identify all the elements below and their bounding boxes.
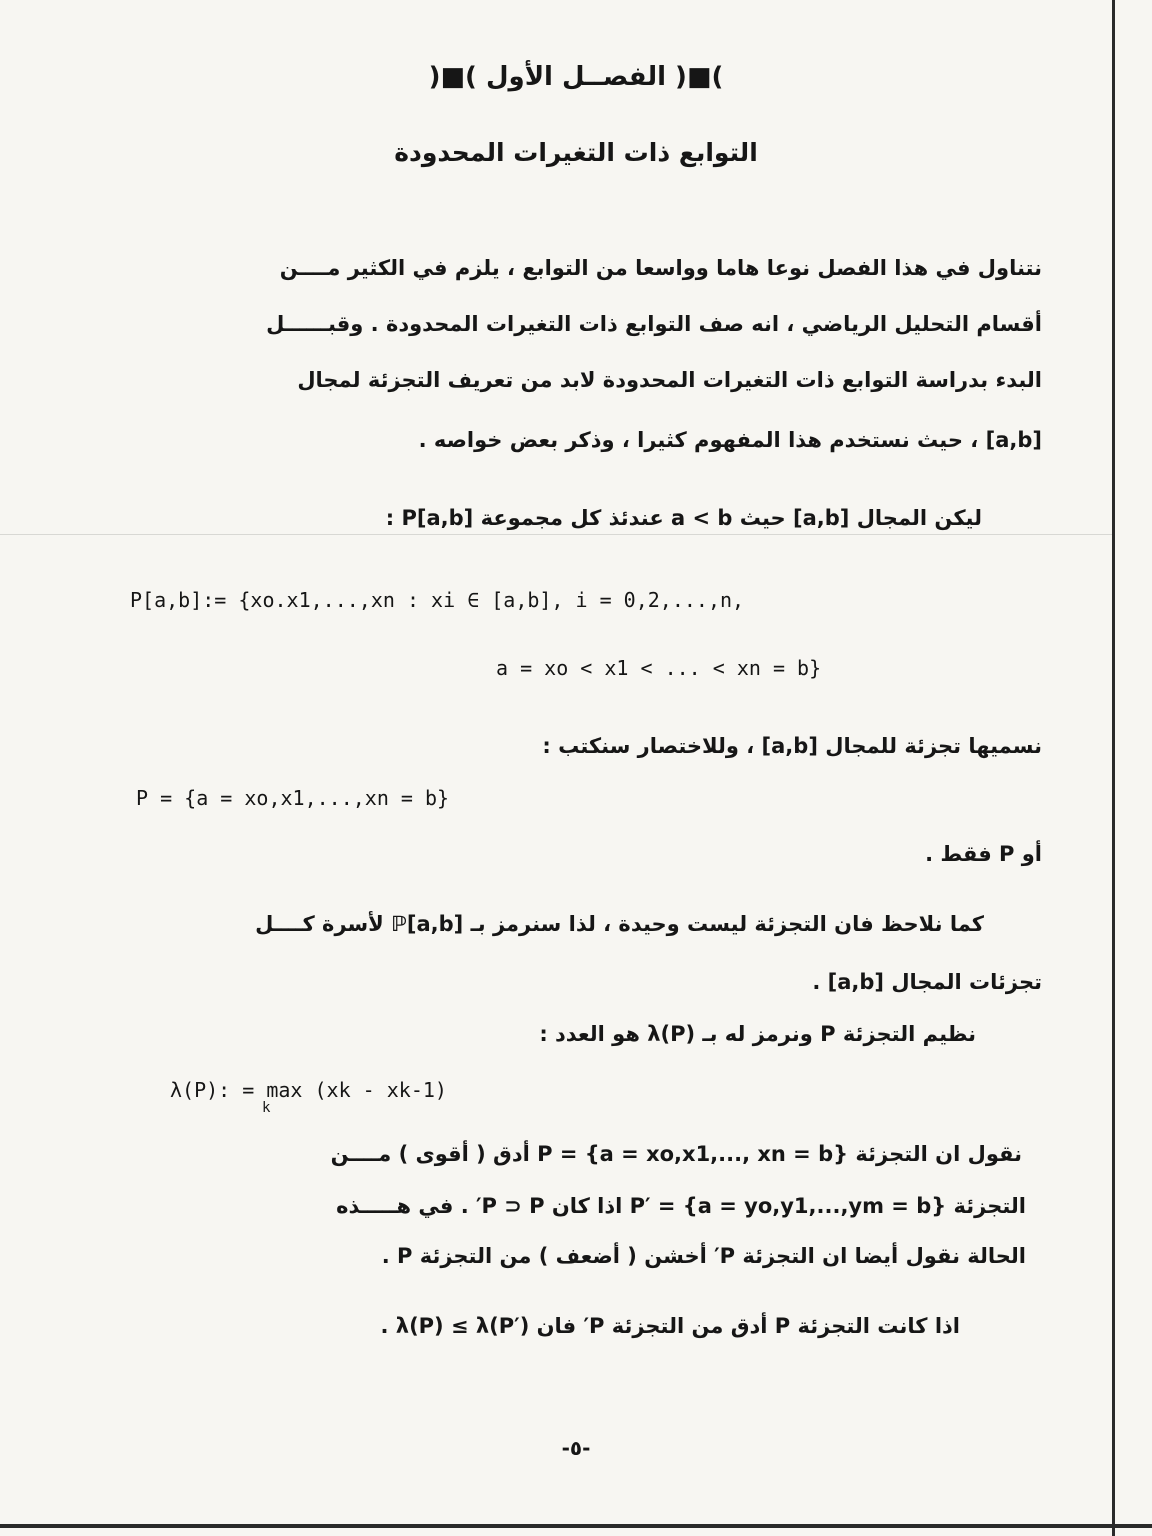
fold-line [0, 534, 1112, 535]
finer-line-2: التجزئة P′ = {a = yo,y1,...,ym = b} اذا كان P ⊃ P′ . في هـــــذه [336, 1194, 1026, 1218]
naming-line: نسميها تجزئة للمجال [a,b] ، وللاختصار سنكتب : [542, 734, 1042, 758]
intro-line-1: نتناول في هذا الفصل نوعا هاما وواسعا من التوابع ، يلزم في الكثير مــــن [279, 256, 1042, 280]
lemma-line: اذا كانت التجزئة P أدق من التجزئة P′ فان λ(P) ≤ λ(P′) . [380, 1314, 960, 1338]
page-number: -٥- [561, 1436, 591, 1460]
definition-set-line-1: P[a,b]:= {xo.x1,...,xn : xi ∈ [a,b], i = 0,2,...,n, [130, 588, 745, 612]
page-bottom-rule [0, 1524, 1152, 1528]
finer-line-3: الحالة نقول أيضا ان التجزئة P′ أخشن ( أضعف ) من التجزئة P . [381, 1244, 1026, 1268]
or-p-line: أو P فقط . [925, 842, 1042, 866]
intro-line-2: أقسام التحليل الرياضي ، انه صف التوابع ذات التغيرات المحدودة . وقبــــــل [266, 312, 1042, 336]
note-line-2: تجزئات المجال [a,b] . [812, 970, 1042, 994]
norm-max-subscript: k [262, 1100, 271, 1116]
partition-notation: P = {a = xo,x1,...,xn = b} [136, 786, 450, 810]
intro-line-3: البدء بدراسة التوابع ذات التغيرات المحدودة لابد من تعريف التجزئة لمجال [297, 368, 1042, 392]
finer-line-1: نقول ان التجزئة P = {a = xo,x1,..., xn = b} أدق ( أقوى ) مــــن [330, 1142, 1022, 1166]
norm-formula: λ(P): = max (xk - xk-1) [170, 1078, 447, 1102]
note-line-1: كما نلاحظ فان التجزئة ليست وحيدة ، لذا سنرمز بـ ℙ[a,b] لأسرة كــــل [255, 912, 984, 936]
page-edge-rule [1112, 0, 1115, 1536]
definition-intro: ليكن المجال [a,b] حيث a < b عندئذ كل مجموعة P[a,b] : [385, 506, 982, 530]
intro-line-4: [a,b] ، حيث نستخدم هذا المفهوم كثيرا ، وذكر بعض خواصه . [418, 428, 1042, 452]
chapter-heading: )■( الفصــل الأول )■( [428, 62, 724, 92]
definition-set-line-2: a = xo < x1 < ... < xn = b} [496, 656, 822, 680]
norm-definition: نظيم التجزئة P ونرمز له بـ λ(P) هو العدد : [539, 1022, 976, 1046]
chapter-title: التوابع ذات التغيرات المحدودة [394, 138, 758, 167]
